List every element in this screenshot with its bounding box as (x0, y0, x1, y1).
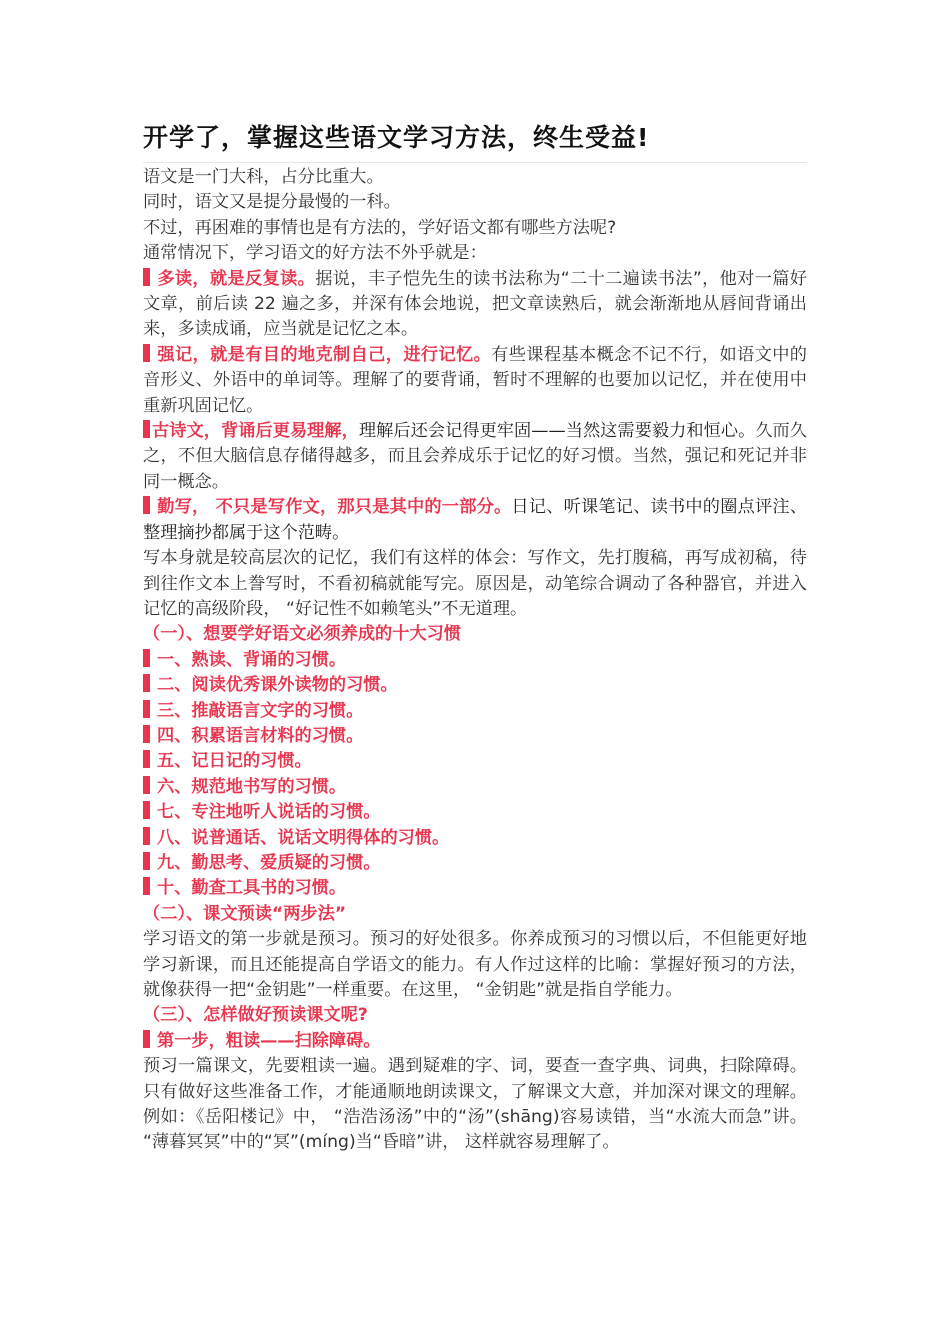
habit-text: 四、积累语言材料的习惯。 (157, 725, 364, 746)
habit-text: 八、说普通话、说话文明得体的习惯。 (157, 827, 450, 848)
habit-item (143, 673, 807, 698)
method-heading: 多读，就是反复读。 (157, 268, 316, 289)
habit-item (143, 826, 807, 851)
red-bar-marker (143, 852, 150, 870)
section-heading-habits: （一）、想要学好语文必须养成的十大习惯 (143, 624, 461, 645)
intro-line: 语文是一门大科，占分比重大。 (143, 167, 384, 187)
red-bar-marker (143, 877, 150, 895)
intro-line: 同时，语文又是提分最慢的一科。 (143, 192, 401, 213)
intro-line: 不过，再困难的事情也是有方法的，学好语文都有哪些方法呢? (143, 217, 617, 238)
red-bar-marker (143, 1030, 150, 1048)
method-paragraph (143, 419, 807, 495)
red-bar-marker (143, 776, 150, 794)
article-body (143, 165, 807, 1156)
red-bar-marker (143, 725, 150, 743)
habit-text: 一、熟读、背诵的习惯。 (157, 649, 347, 670)
method-paragraph (143, 343, 807, 419)
red-bar-marker (143, 700, 150, 718)
step-paragraph: 预习一篇课文，先要粗读一遍。遇到疑难的字、词，要查一查字典、词典，扫除障碍。只有做好这些准备工作，才能通顺地朗读课文，了解课文大意，并加深对课文的理解。例如：《岳阳楼记》中， “浩浩汤汤”中的“汤”(shāng)容易读错，当“水流大而急”讲。 “薄暮冥冥”中的“冥”(míng)当“昏暗”讲， 这样就容易理解了。 (143, 1056, 807, 1153)
method-text-emph: 日记、听课笔记、读书中的圈点评注、整理摘抄都属于这个范畴。 (143, 497, 807, 543)
habit-item (143, 724, 807, 749)
article (143, 120, 807, 1156)
method-text: 久而久之，不但大脑信息存储得越多，而且会养成乐于记忆的好习惯。当然，强记和死记并非同一概念。 (143, 421, 807, 492)
habit-item (143, 851, 807, 876)
habit-item (143, 876, 807, 901)
method-paragraph (143, 495, 807, 546)
habit-item (143, 775, 807, 800)
method-heading: 强记，就是有目的地克制自己，进行记忆。 (157, 344, 492, 365)
writing-paragraph: 写本身就是较高层次的记忆，我们有这样的体会：写作文，先打腹稿，再写成初稿，待到往作文本上誊写时，不看初稿就能写完。原因是，动笔综合调动了各种器官，并进入记忆的高级阶段， “好记性不如赖笔头”不无道理。 (143, 548, 807, 619)
habit-text: 七、专注地听人说话的习惯。 (157, 802, 381, 823)
method-text-emph: 理解后还会记得更牢固——当然这需要毅力和恒心。 (358, 421, 756, 442)
habit-item (143, 800, 807, 825)
method-text: 有些课程基本概念不记不行，如语文中的音形义、外语中的单词等。理解了的要背诵，暂时不理解的也要加以记忆，并在使用中重新巩固记忆。 (143, 344, 807, 416)
habit-text: 九、勤思考、爱质疑的习惯。 (157, 852, 381, 873)
red-bar-marker (143, 750, 150, 768)
habit-text: 十、勤查工具书的习惯。 (157, 878, 347, 899)
step-heading: 第一步，粗读——扫除障碍。 (157, 1030, 381, 1051)
habit-item (143, 648, 807, 673)
preview-paragraph: 学习语文的第一步就是预习。预习的好处很多。你养成预习的习惯以后，不但能更好地学习新课，而且还能提高自学语文的能力。有人作过这样的比喻：掌握好预习的方法，就像获得一把“金钥匙”一样重要。在这里， “金钥匙”就是指自学能力。 (143, 929, 807, 1000)
red-bar-marker (143, 801, 150, 819)
method-paragraph (143, 267, 807, 343)
red-bar-marker (143, 496, 150, 514)
habit-text: 三、推敲语言文字的习惯。 (157, 700, 364, 721)
article-title: 开学了，掌握这些语文学习方法，终生受益! (143, 120, 807, 163)
habit-text: 五、记日记的习惯。 (157, 751, 312, 772)
section-heading-preview: （二）、课文预读“两步法” (143, 903, 347, 924)
red-bar-marker (143, 674, 150, 692)
habit-item (143, 699, 807, 724)
red-bar-marker (143, 827, 150, 845)
step-item (143, 1029, 807, 1054)
method-heading: 古诗文，背诵后更易理解， (152, 421, 359, 442)
red-bar-marker (143, 649, 150, 667)
habit-text: 二、阅读优秀课外读物的习惯。 (157, 675, 398, 696)
red-bar-marker (143, 268, 150, 286)
red-bar-marker (143, 420, 150, 438)
habit-item (143, 749, 807, 774)
habit-text: 六、规范地书写的习惯。 (157, 776, 347, 797)
method-text: 据说，丰子恺先生的读书法称为“二十二遍读书法”，他对一篇好文章，前后读 22 遍之多，并深有体会地说，把文章读熟后，就会渐渐地从唇间背诵出来，多读成诵，应当就是记忆之本。 (143, 268, 807, 340)
intro-line: 通常情况下，学习语文的好方法不外乎就是： (143, 243, 487, 264)
section-heading-how: （三）、怎样做好预读课文呢? (143, 1005, 368, 1026)
method-heading: 勤写， 不只是写作文，那只是其中的一部分。 (157, 497, 512, 518)
red-bar-marker (143, 344, 150, 362)
